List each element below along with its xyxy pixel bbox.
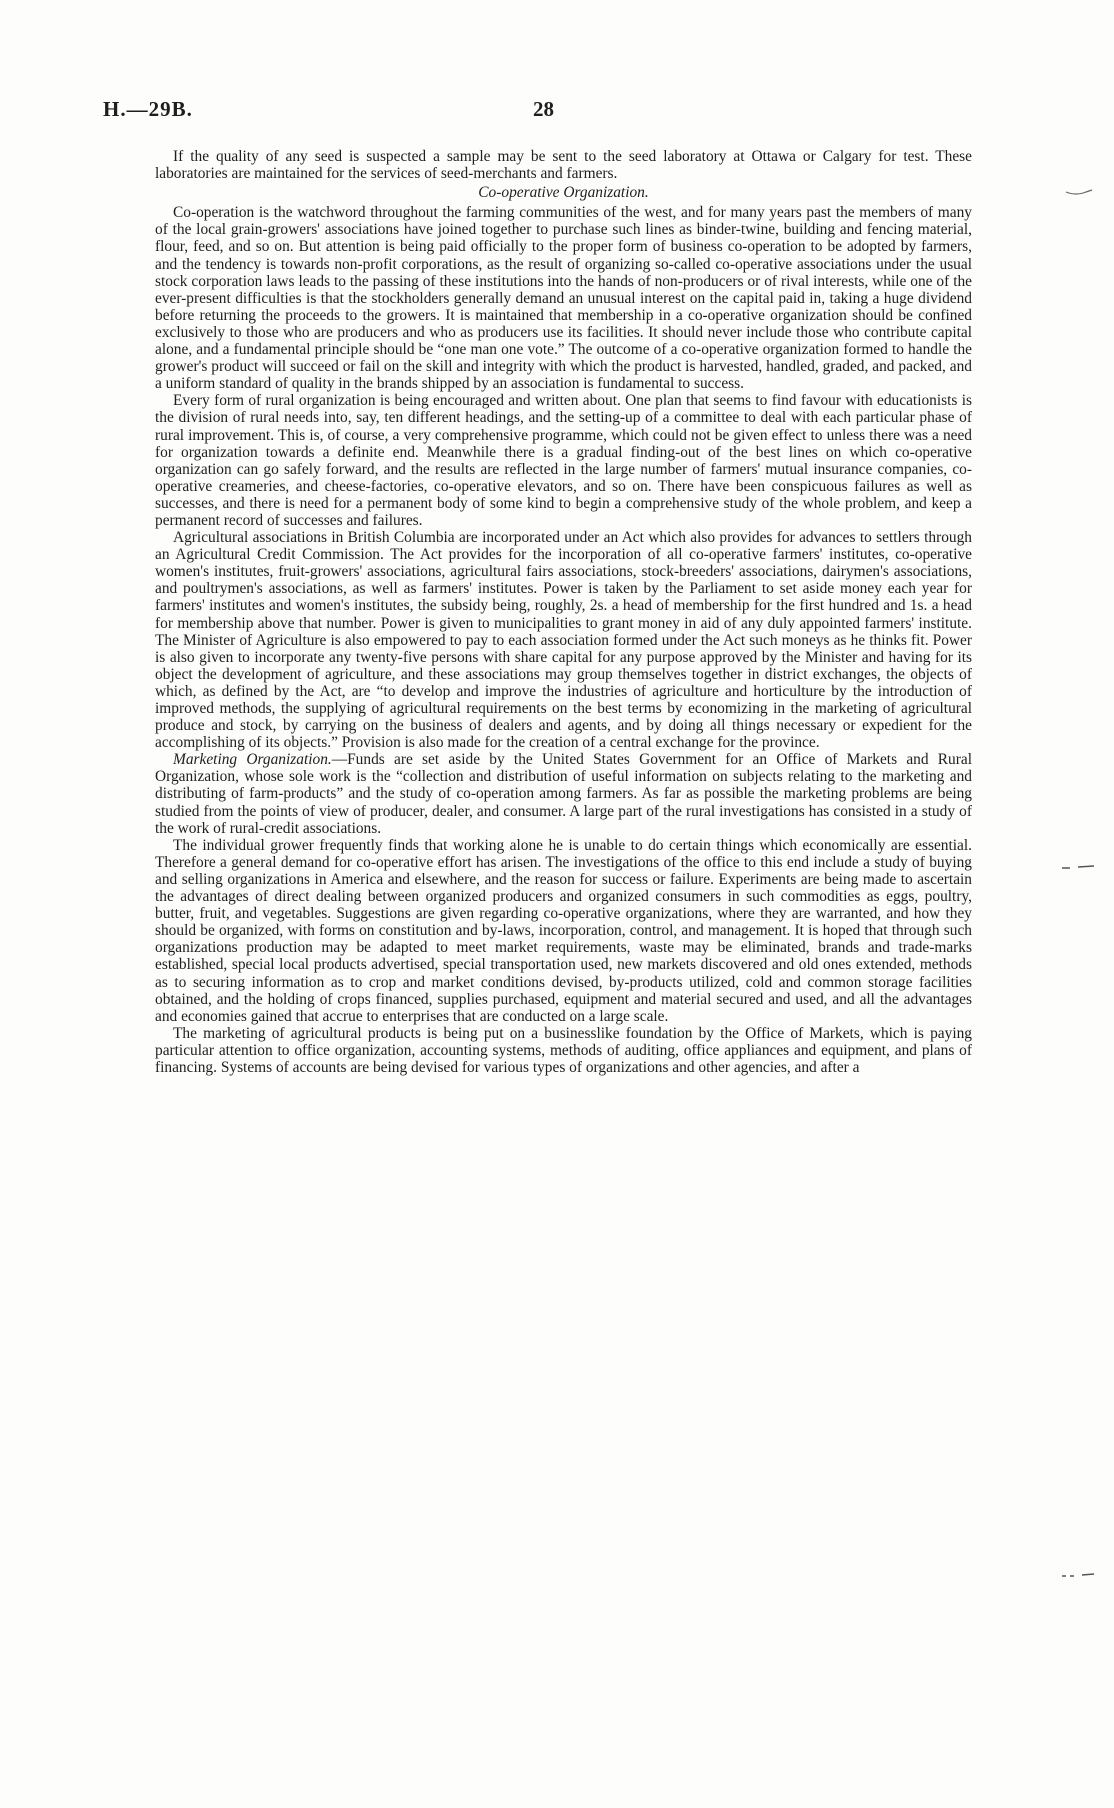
paragraph: Every form of rural organization is being encouraged and written about. One plan that seems to find favour with educationists is the division of rural needs into, say, ten different headings, and the setting-up of a committee to deal with each particular phase of rural improvement. This is, of course, a very comprehensive programme, which could not be given effect to unless there was a need for organization towards a definite end. Meanwhile there is a gradual finding-out of the best lines on which co-operative organization can go safely forward, and the results are reflected in the large number of farmers' mutual insurance companies, co-operative creameries, and cheese-factories, co-operative elevators, and so on. There have been conspicuous failures as well as successes, and there is need for a permanent body of some kind to begin a comprehensive study of the whole problem, and keep a permanent record of successes and failures. <box>155 392 972 529</box>
margin-mark <box>1058 860 1098 874</box>
paragraph: If the quality of any seed is suspected a sample may be sent to the seed laboratory at Ottawa or Calgary for test. These laboratories are maintained for the services of seed-merchants and farmers. <box>155 148 972 183</box>
page-number: 28 <box>533 97 554 121</box>
margin-mark <box>1058 1568 1098 1582</box>
paragraph-text: —Funds are set aside by the United States Government for an Office of Markets and Rural Organization, whose sole work is the “collection and distribution of useful information on subjects relating to the marketing and distributing of farm-products” and the study of co-operation among farmers. As far as possible the marketing problems are being studied from the points of view of producer, dealer, and consumer. A large part of the rural investigations has consisted in a study of the work of rural-credit associations. <box>155 751 972 837</box>
paragraph: Co-operation is the watchword throughout the farming communities of the west, and for many years past the members of many of the local grain-growers' associations have joined together to purchase such lines as binder-twine, building and fencing material, flour, feed, and so on. But attention is being paid officially to the proper form of business co-operation to be adopted by farmers, and the tendency is towards non-profit corporations, as the result of organizing so-called co-operative associations under the usual stock corporation laws leads to the passing of these institutions into the hands of non-producers or of rival interests, while one of the ever-present difficulties is that the stockholders generally demand an unusual interest on the capital paid in, taking a huge dividend before returning the proceeds to the growers. It is maintained that membership in a co-operative organization should be confined exclusively to those who are producers and who as producers use its facilities. It should never include those who contribute capital alone, and a fundamental principle should be “one man one vote.” The outcome of a co-operative organization formed to handle the grower's product will succeed or fail on the skill and integrity with which the product is harvested, handled, graded, and packed, and a uniform standard of quality in the brands shipped by an association is fundamental to success. <box>155 204 972 393</box>
paragraph-marketing <box>155 751 972 836</box>
run-in-heading: Marketing Organization. <box>173 751 332 769</box>
paragraph: The marketing of agricultural products is being put on a businesslike foundation by the Office of Markets, which is paying particular attention to office organization, accounting systems, methods of auditing, office appliances and equipment, and plans of financing. Systems of accounts are being devised for various types of organizations and other agencies, and after a <box>155 1024 972 1076</box>
section-heading: Co-operative Organization. <box>478 184 649 202</box>
margin-mark <box>1064 186 1094 200</box>
paragraph: The individual grower frequently finds that working alone he is unable to do certain things which economically are essential. Therefore a general demand for co-operative effort has arisen. The investigations of the office to this end include a study of buying and selling organizations in America and elsewhere, and the reason for success or failure. Experiments are being made to ascertain the advantages of direct dealing between organized producers and organized consumers in such commodities as eggs, poultry, butter, fruit, and vegetables. Suggestions are given regarding co-operative organizations, where they are warranted, and how they should be organized, with forms on constitution and by-laws, incorporation, control, and management. It is hoped that through such organizations production may be adapted to meet market requirements, waste may be eliminated, brands and trade-marks established, special local products advertised, special transportation used, new markets discovered and old ones extended, methods as to securing information as to crop and market conditions devised, by-products utilized, cold and common storage facilities obtained, and the holding of crops financed, supplies purchased, equipment and material secured and used, and all the advantages and economies gained that accrue to enterprises that are conducted on a large scale. <box>155 836 972 1025</box>
document-reference: H.—29B. <box>103 97 193 121</box>
paragraph: Agricultural associations in British Columbia are incorporated under an Act which also provides for advances to settlers through an Agricultural Credit Commission. The Act provides for the incorporation of all co-operative farmers' institutes, co-operative women's institutes, fruit-growers' associations, agricultural fairs associations, stock-breeders' associations, dairymen's associations, and poultrymen's associations, as well as farmers' institutes. Power is taken by the Parliament to set aside money each year for farmers' institutes and women's institutes, the subsidy being, roughly, 2s. a head of membership for the first hundred and 1s. a head for membership above that number. Power is given to municipalities to grant money in aid of any duly appointed farmers' institute. The Minister of Agriculture is also empowered to pay to each association formed under the Act such moneys as he thinks fit. Power is also given to incorporate any twenty-five persons with share capital for any purpose approved by the Minister and having for its object the development of agriculture, and these associations may group themselves together in district exchanges, the objects of which, as defined by the Act, are “to develop and improve the industries of agriculture and horticulture by the introduction of improved methods, the supplying of agricultural requirements on the best terms by economizing in the marketing of agricultural produce and stock, by carrying on the business of dealers and agents, and by doing all things necessary or expedient for the accomplishing of its objects.” Provision is also made for the creation of a central exchange for the province. <box>155 529 972 752</box>
body-text <box>155 148 972 1076</box>
